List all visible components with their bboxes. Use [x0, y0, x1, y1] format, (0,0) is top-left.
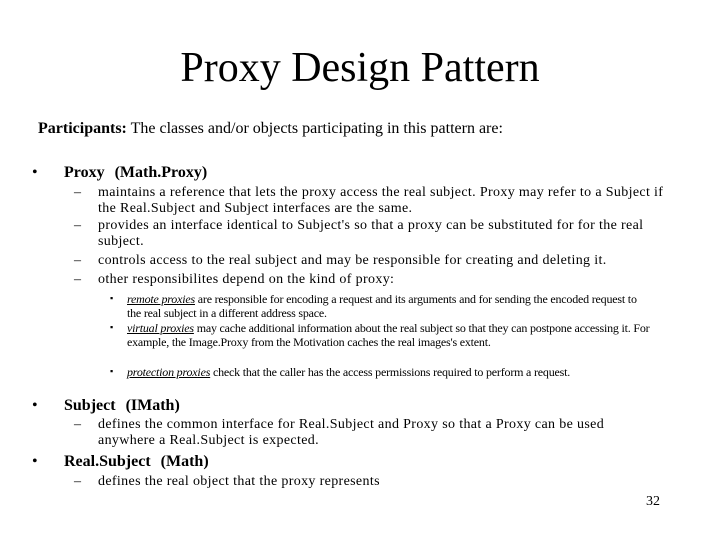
point-text: provides an interface identical to Subject's so that a proxy can be substituted for for the real subject.	[98, 218, 644, 249]
participant-name: Real.Subject	[64, 453, 151, 470]
intro-label: Participants:	[38, 120, 127, 137]
participant-name: Proxy	[64, 164, 105, 181]
dash-icon: –	[74, 185, 82, 200]
participant-role: (Math.Proxy)	[114, 164, 208, 181]
proxy-kind-text: check that the caller has the access permissions required to perform a request.	[210, 365, 571, 379]
slide-title: Proxy Design Pattern	[180, 45, 540, 91]
proxy-point	[74, 253, 664, 269]
proxy-kind-term: remote proxies	[127, 292, 195, 306]
intro-line	[38, 119, 698, 139]
bullet-icon: •	[32, 397, 38, 414]
dash-icon: –	[74, 218, 82, 233]
participant-role: (IMath)	[125, 397, 180, 414]
square-bullet-icon: ▪	[110, 366, 113, 376]
participant-role: (Math)	[160, 453, 209, 470]
dash-icon: –	[74, 272, 82, 287]
proxy-kind-item	[110, 292, 650, 320]
bullet-icon: •	[32, 453, 38, 470]
proxy-kind-text: may cache additional information about the real subject so that they can postpone accessing it. For example, the Image.Proxy from the Motivation caches the real images's extent.	[127, 321, 650, 349]
point-text: defines the common interface for Real.Subject and Proxy so that a Proxy can be used anywhere a Real.Subject is expected.	[98, 417, 605, 448]
proxy-kind-item	[110, 321, 650, 349]
bullet-icon: •	[32, 164, 38, 181]
intro-text: The classes and/or objects participating in this pattern are:	[130, 120, 503, 137]
proxy-kind-term: protection proxies	[127, 365, 211, 379]
point-text: defines the real object that the proxy represents	[98, 474, 380, 489]
proxy-kind-item	[110, 365, 650, 379]
proxy-point	[74, 218, 664, 250]
point-text: other responsibilites depend on the kind of proxy:	[98, 272, 395, 287]
dash-icon: –	[74, 253, 82, 268]
square-bullet-icon: ▪	[110, 322, 113, 332]
point-text: controls access to the real subject and may be responsible for creating and deleting it.	[98, 253, 607, 268]
real-subject-point	[74, 474, 664, 490]
slide-number: 32	[646, 494, 660, 509]
proxy-kind-term: virtual proxies	[127, 321, 194, 335]
subject-point	[74, 417, 664, 449]
square-bullet-icon: ▪	[110, 293, 113, 303]
dash-icon: –	[74, 417, 82, 432]
proxy-point	[74, 272, 664, 288]
proxy-point	[74, 185, 664, 217]
proxy-kind-text: are responsible for encoding a request and its arguments and for sending the encoded request to the real subject in a different address space.	[127, 292, 637, 320]
participant-name: Subject	[64, 397, 116, 414]
dash-icon: –	[74, 474, 82, 489]
point-text: maintains a reference that lets the proxy access the real subject. Proxy may refer to a Subject if the Real.Subject and Subject interfaces are the same.	[98, 185, 664, 216]
